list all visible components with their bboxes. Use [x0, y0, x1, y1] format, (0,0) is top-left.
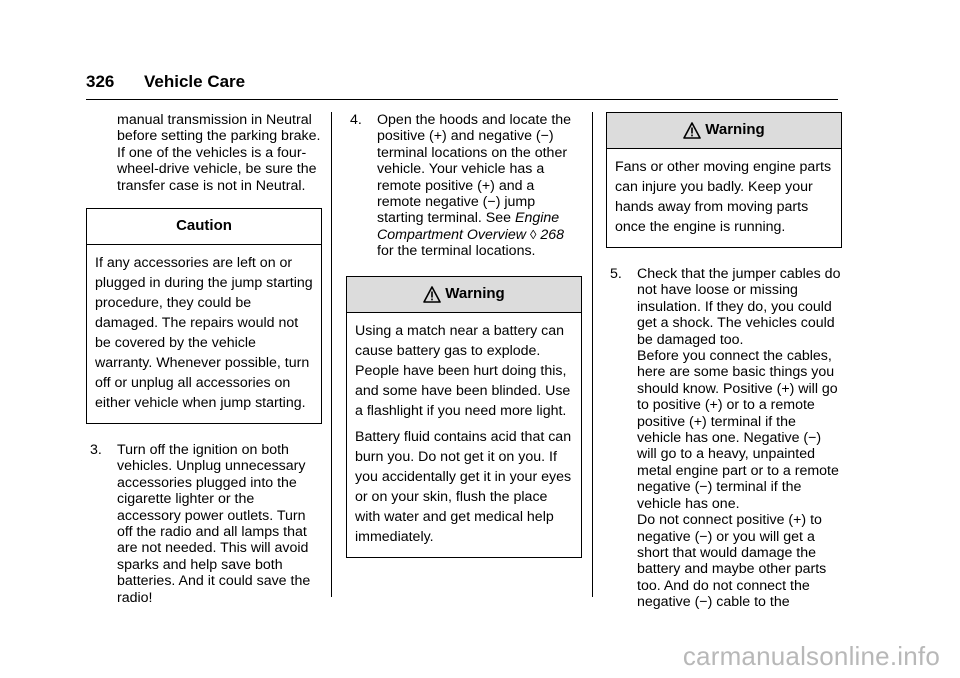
warning-triangle-icon — [423, 286, 441, 303]
step-3-number: 3. — [90, 442, 102, 459]
warning-box-fans — [606, 112, 842, 248]
step-4-paragraph — [377, 112, 582, 260]
column-2 — [346, 112, 582, 558]
header-rule — [86, 99, 838, 100]
caution-title: Caution — [87, 209, 321, 245]
page-number: 326 — [86, 72, 115, 91]
section-title: Vehicle Care — [144, 72, 246, 91]
caution-box — [86, 208, 322, 424]
column-3 — [606, 112, 842, 611]
step-4 — [346, 112, 582, 260]
page-header — [86, 72, 838, 100]
warning-header — [607, 113, 841, 149]
engine-compartment-link[interactable]: Engine Compartment Overview — [377, 210, 560, 243]
step-3 — [86, 442, 322, 606]
watermark: carmanualsonline.info — [682, 641, 940, 671]
step-5-text: Check that the jumper cables do not have loose or missing insulation. If they do, you could get a shock. The vehicles could be damaged too. — [637, 266, 841, 348]
warning-paragraph-1: Using a match near a battery can cause battery gas to explode. People have been hurt doing this, and some have been blinded. Use a flashlight if you need more light. — [355, 322, 571, 419]
warning-paragraph-2: Battery fluid contains acid that can burn you. Do not get it on you. If you accidentally get it in your eyes or on your skin, flush the place with water and get medical help immediately. — [355, 428, 572, 545]
warning-title: Warning — [705, 121, 765, 139]
intro-paragraph: manual transmission in Neutral before setting the parking brake. If one of the vehicles is a four-wheel-drive vehicle, be sure the transfer case is not in Neutral. — [117, 112, 321, 194]
warning-title: Warning — [445, 284, 505, 302]
warning-header — [347, 277, 581, 313]
caution-body — [87, 245, 321, 423]
step-4-tail: for the terminal locations. — [377, 243, 536, 260]
column-1 — [86, 112, 322, 606]
page-ref-icon: ◊ — [529, 226, 537, 242]
step-3-text: Turn off the ignition on both vehicles. Unplug unnecessary accessories plugged into the cigarette lighter or the accessory power outlets. Turn off the radio and all lamps that are not needed. This will avoid sparks and help save both batteries. And it could save the radio! — [117, 442, 311, 606]
column-divider-1 — [331, 112, 332, 597]
step-4-text: Open the hoods and locate the positive (+) and negative (−) terminal locations on the other vehicle. Your vehicle has a remote positive (+) and a remote negative (−) jump starting terminal. See — [377, 112, 572, 227]
warning-body — [607, 149, 841, 247]
step-5-paragraph-2: Before you connect the cables, here are some basic things you should know. Positive (+) will go to positive (+) or to a remote positive (+) terminal if the vehicle has one. Negative (−) will go to a heavy, unpainted metal engine part or to a remote negative (−) terminal if the vehicle has one. — [637, 348, 839, 512]
caution-text: If any accessories are left on or plugged in during the jump starting procedure, they could be damaged. The repairs would not be covered by the vehicle warranty. Whenever possible, turn off or unplug all accessories on either vehicle when jump starting. — [95, 255, 313, 412]
warning-body — [347, 313, 581, 557]
warning-text: Fans or other moving engine parts can injure you badly. Keep your hands away from moving parts once the engine is running. — [615, 159, 832, 235]
column-divider-2 — [592, 112, 593, 597]
page-ref-number[interactable]: 268 — [540, 226, 565, 243]
warning-box-battery — [346, 276, 582, 558]
step-4-number: 4. — [350, 112, 362, 128]
step-5-paragraph-3: Do not connect positive (+) to negative (−) or you will get a short that would damage the battery and maybe other parts too. And do not connect the negative (−) cable to the — [637, 512, 827, 611]
step-5 — [606, 266, 842, 348]
warning-triangle-icon — [683, 122, 701, 139]
step-5-number: 5. — [610, 266, 622, 282]
